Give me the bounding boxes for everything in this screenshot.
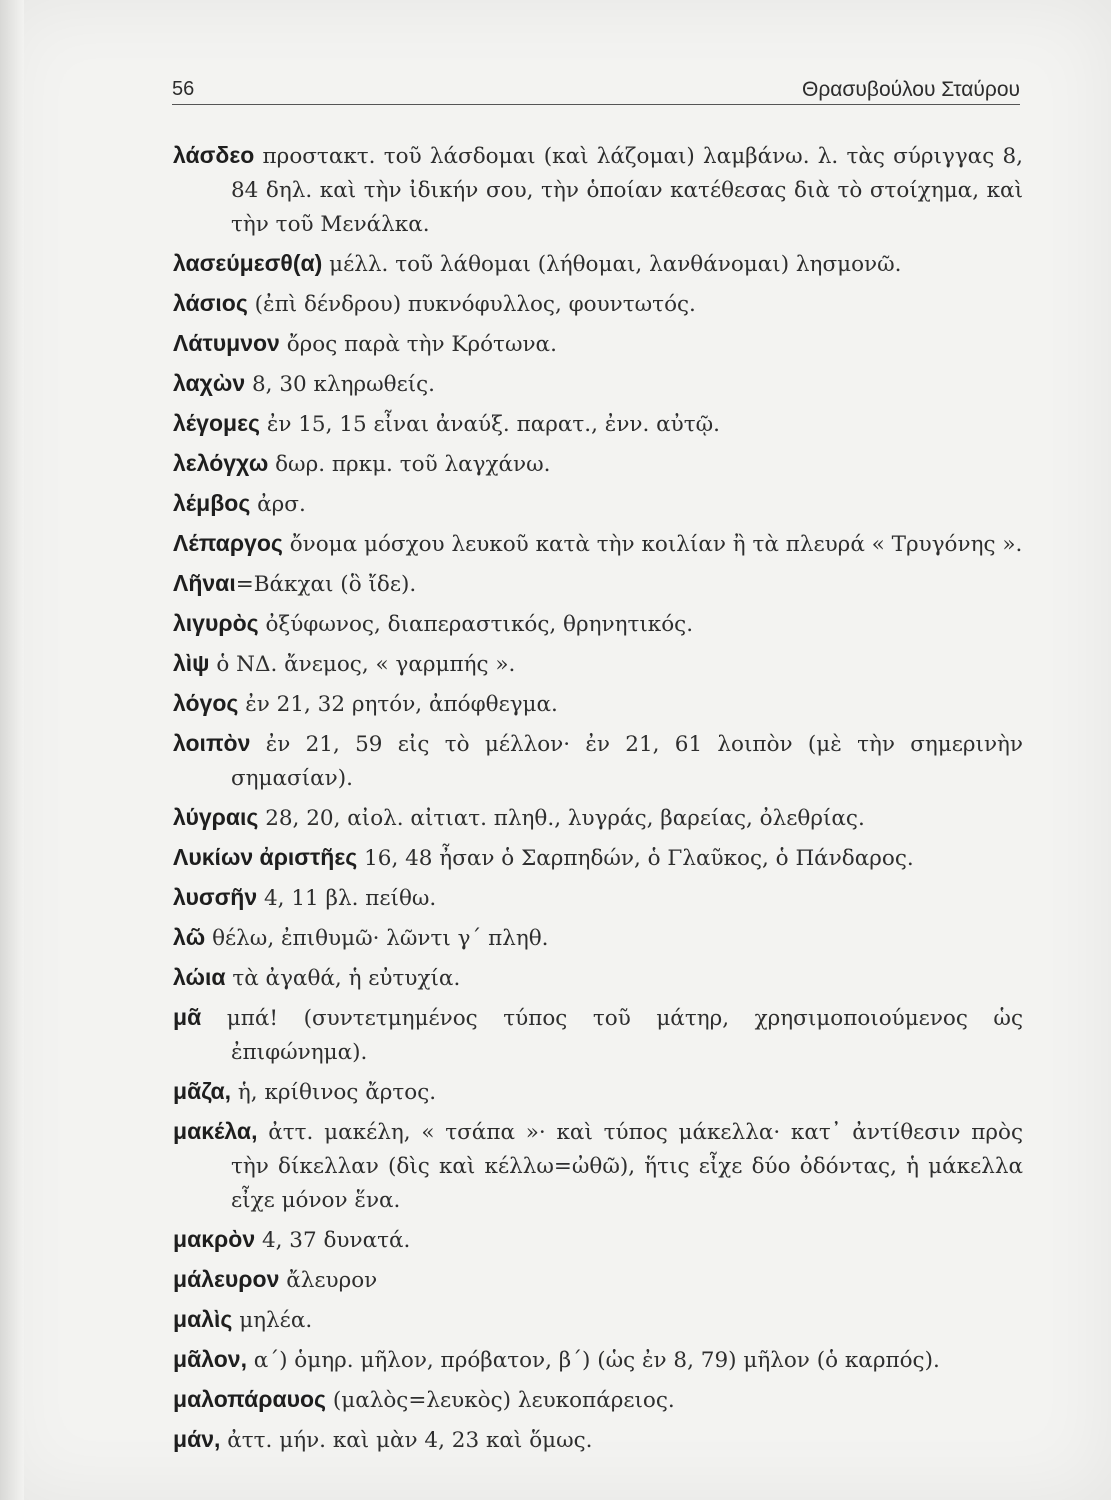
glossary-entry xyxy=(173,686,1023,722)
entry-definition: 4, 11 βλ. πείθω. xyxy=(263,886,437,911)
entry-definition: τὰ ἀγαθά, ἡ εὐτυχία. xyxy=(232,966,461,991)
entry-definition: ἐν 21, 59 εἰς τὸ μέλλον· ἐν 21, 61 λοιπὸν (μὲ τὴν σημερινὴν σημασίαν). xyxy=(231,732,1023,791)
glossary-entry xyxy=(173,1262,1023,1298)
entry-definition: 16, 48 ἦσαν ὁ Σαρπηδών, ὁ Γλαῦκος, ὁ Πάνδαρος. xyxy=(364,846,914,871)
glossary-entry xyxy=(173,286,1023,322)
entry-headword: μᾶζα, xyxy=(173,1078,232,1104)
entry-definition: προστακτ. τοῦ λάσδομαι (καὶ λάζομαι) λαμβάνω. λ. τὰς σύριγγας 8, 84 δηλ. καὶ τὴν ἰδικήν σου, τὴν ὁποίαν κατέθεσας διὰ τὸ στοίχημα, καὶ τὴν τοῦ Μενάλκα. xyxy=(231,144,1023,237)
entry-definition: μηλέα. xyxy=(239,1308,313,1333)
glossary-entry xyxy=(173,486,1023,522)
glossary-entry xyxy=(173,726,1023,796)
glossary-entry xyxy=(173,606,1023,642)
glossary-entry xyxy=(173,1382,1023,1418)
entry-definition: α΄) ὁμηρ. μῆλον, πρόβατον, β΄) (ὡς ἐν 8, 79) μῆλον (ὁ καρπός). xyxy=(253,1348,940,1373)
glossary-entries xyxy=(173,138,1023,1462)
entry-headword: λὶψ xyxy=(173,650,210,676)
glossary-entry xyxy=(173,1000,1023,1070)
glossary-entry xyxy=(173,406,1023,442)
entry-headword: μᾶλον, xyxy=(173,1346,247,1372)
entry-headword: λέγομες xyxy=(173,410,260,436)
entry-headword: λύγραις xyxy=(173,804,259,830)
entry-definition: ὀξύφωνος, διαπεραστικός, θρηνητικός. xyxy=(265,612,694,637)
entry-headword: μακέλα, xyxy=(173,1118,258,1144)
entry-definition: 8, 30 κληρωθείς. xyxy=(251,372,436,397)
entry-headword: λαχὼν xyxy=(173,370,246,396)
entry-definition: ἡ, κρίθινος ἄρτος. xyxy=(237,1080,437,1105)
running-head: Θρασυβούλου Σταύρου xyxy=(802,78,1020,101)
glossary-entry xyxy=(173,526,1023,562)
page-header xyxy=(172,72,1020,105)
entry-definition: ὁ ΝΔ. ἄνεμος, « γαρμπής ». xyxy=(216,652,516,677)
glossary-entry xyxy=(173,246,1023,282)
entry-headword: μᾶ xyxy=(173,1004,202,1030)
glossary-entry xyxy=(173,138,1023,242)
entry-headword: μαλὶς xyxy=(173,1306,233,1332)
entry-headword: λάσδεο xyxy=(173,142,255,168)
glossary-entry xyxy=(173,880,1023,916)
entry-definition: ὄρος παρὰ τὴν Κρότωνα. xyxy=(286,332,557,357)
entry-headword: λοιπὸν xyxy=(173,730,251,756)
glossary-entry xyxy=(173,1342,1023,1378)
entry-definition: ἀττ. μακέλη, « τσάπα »· καὶ τύπος μάκελλα· κατ᾽ ἀντίθεσιν πρὸς τὴν δίκελλαν (δὶς καὶ κέλλω=ὠθῶ), ἥτις εἶχε δύο ὀδόντας, ἡ μάκελλα εἶχε μόνον ἕνα. xyxy=(231,1120,1023,1213)
entry-definition: ἀρσ. xyxy=(257,492,306,517)
glossary-entry xyxy=(173,920,1023,956)
entry-definition: θέλω, ἐπιθυμῶ· λῶντι γ΄ πληθ. xyxy=(212,926,549,951)
entry-definition: ἀττ. μήν. καὶ μὰν 4, 23 καὶ ὅμως. xyxy=(227,1428,593,1453)
glossary-entry xyxy=(173,1222,1023,1258)
entry-definition: ὄνομα μόσχου λευκοῦ κατὰ τὴν κοιλίαν ἢ τὰ πλευρά « Τρυγόνης ». xyxy=(289,532,1023,557)
glossary-entry xyxy=(173,1422,1023,1458)
entry-headword: λελόγχω xyxy=(173,450,269,476)
entry-headword: Λάτυμνον xyxy=(173,330,280,356)
glossary-entry xyxy=(173,446,1023,482)
entry-headword: μάλευρον xyxy=(173,1266,280,1292)
glossary-entry xyxy=(173,1302,1023,1338)
entry-headword: Λέπαργος xyxy=(173,530,283,556)
page-gutter xyxy=(0,0,24,1500)
entry-headword: μαλοπάραυος xyxy=(173,1386,327,1412)
glossary-entry xyxy=(173,646,1023,682)
entry-headword: μάν, xyxy=(173,1426,221,1452)
entry-definition: ἐν 15, 15 εἶναι ἀναύξ. παρατ., ἐνν. αὐτῷ. xyxy=(266,412,720,437)
entry-headword: λιγυρὸς xyxy=(173,610,259,636)
entry-headword: λυσσῆν xyxy=(173,884,258,910)
entry-headword: Λῆναι xyxy=(173,570,236,596)
entry-definition: δωρ. πρκμ. τοῦ λαγχάνω. xyxy=(275,452,551,477)
entry-headword: μακρὸν xyxy=(173,1226,256,1252)
entry-definition: ἐν 21, 32 ρητόν, ἀπόφθεγμα. xyxy=(245,692,558,717)
entry-headword: λῶ xyxy=(173,924,206,950)
entry-headword: λόγος xyxy=(173,690,239,716)
entry-definition: μέλλ. τοῦ λάθομαι (λήθομαι, λανθάνομαι) λησμονῶ. xyxy=(329,252,902,277)
entry-definition: ἄλευρον xyxy=(286,1268,378,1293)
glossary-entry xyxy=(173,960,1023,996)
page-number: 56 xyxy=(172,78,195,100)
glossary-entry xyxy=(173,840,1023,876)
entry-headword: λάσιος xyxy=(173,290,248,316)
entry-definition: =Βάκχαι (ὃ ἴδε). xyxy=(235,572,417,597)
glossary-entry xyxy=(173,1074,1023,1110)
glossary-entry xyxy=(173,800,1023,836)
entry-definition: (ἐπὶ δένδρου) πυκνόφυλλος, φουντωτός. xyxy=(254,292,696,317)
entry-headword: Λυκίων ἀριστῆες xyxy=(173,844,358,870)
entry-headword: λώια xyxy=(173,964,226,990)
glossary-entry xyxy=(173,1114,1023,1218)
glossary-entry xyxy=(173,326,1023,362)
entry-definition: (μαλὸς=λευκὸς) λευκοπάρειος. xyxy=(332,1388,675,1413)
glossary-entry xyxy=(173,566,1023,602)
entry-definition: 4, 37 δυνατά. xyxy=(261,1228,411,1253)
entry-headword: λασεύμεσθ(α) xyxy=(173,250,323,276)
entry-definition: μπά! (συντετμημένος τύπος τοῦ μάτηρ, χρησιμοποιούμενος ὡς ἐπιφώνημα). xyxy=(226,1006,1023,1065)
glossary-entry xyxy=(173,366,1023,402)
entry-headword: λέμβος xyxy=(173,490,251,516)
entry-definition: 28, 20, αἰολ. αἰτιατ. πληθ., λυγράς, βαρείας, ὀλεθρίας. xyxy=(265,806,865,831)
